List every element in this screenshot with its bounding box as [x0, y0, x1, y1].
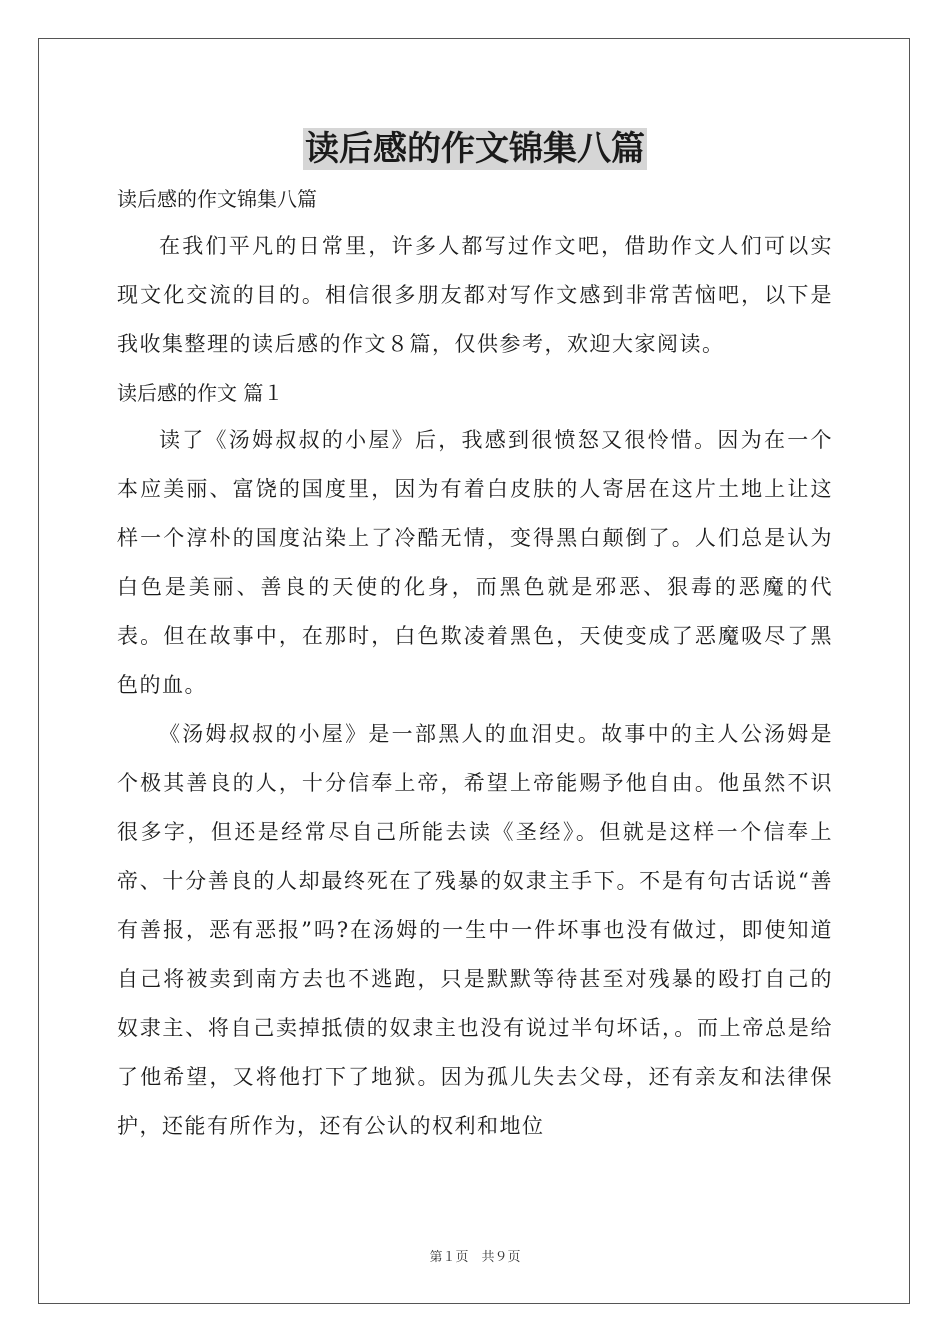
intro-paragraph: 在我们平凡的日常里，许多人都写过作文吧，借助作文人们可以实现文化交流的目的。相信很多朋友都对写作文感到非常苦恼吧，以下是我收集整理的读后感的作文８篇，仅供参考，欢迎大家阅读。	[117, 234, 833, 356]
page-footer: 第１页 共９页	[429, 1250, 521, 1265]
body-paragraph-2: 《汤姆叔叔的小屋》是一部黑人的血泪史。故事中的主人公汤姆是个极其善良的人，十分信奉上帝，希望上帝能赐予他自由。他虽然不识很多字，但还是经常尽自己所能去读《圣经》。但就是这样一个信奉上帝、十分善良的人却最终死在了残暴的奴隶主手下。不是有句古话说“善有善报，恶有恶报”吗?在汤姆的一生中一件坏事也没有做过，即使知道自己将被卖到南方去也不逃跑，只是默默等待甚至对残暴的殴打自己的奴隶主、将自己卖掉抵债的奴隶主也没有说过半句坏话，。而上帝总是给了他希望，又将他打下了地狱。因为孤儿失去父母，还有亲友和法律保护，还能有所作为，还有公认的权利和地位	[117, 722, 833, 1138]
document-body	[117, 126, 833, 1151]
body-paragraph-1: 读了《汤姆叔叔的小屋》后，我感到很愤怒又很怜惜。因为在一个本应美丽、富饶的国度里，因为有着白皮肤的人寄居在这片土地上让这样一个淳朴的国度沾染上了冷酷无情，变得黑白颠倒了。人们总是认为白色是美丽、善良的天使的化身，而黑色就是邪恶、狠毒的恶魔的代表。但在故事中，在那时，白色欺凌着黑色，天使变成了恶魔吸尽了黑色的血。	[117, 428, 833, 697]
document-title	[117, 126, 833, 172]
document-title-text: 读后感的作文锦集八篇	[305, 129, 645, 169]
section-heading: 读后感的作文 篇１	[117, 381, 284, 405]
document-subtitle: 读后感的作文锦集八篇	[117, 187, 317, 211]
